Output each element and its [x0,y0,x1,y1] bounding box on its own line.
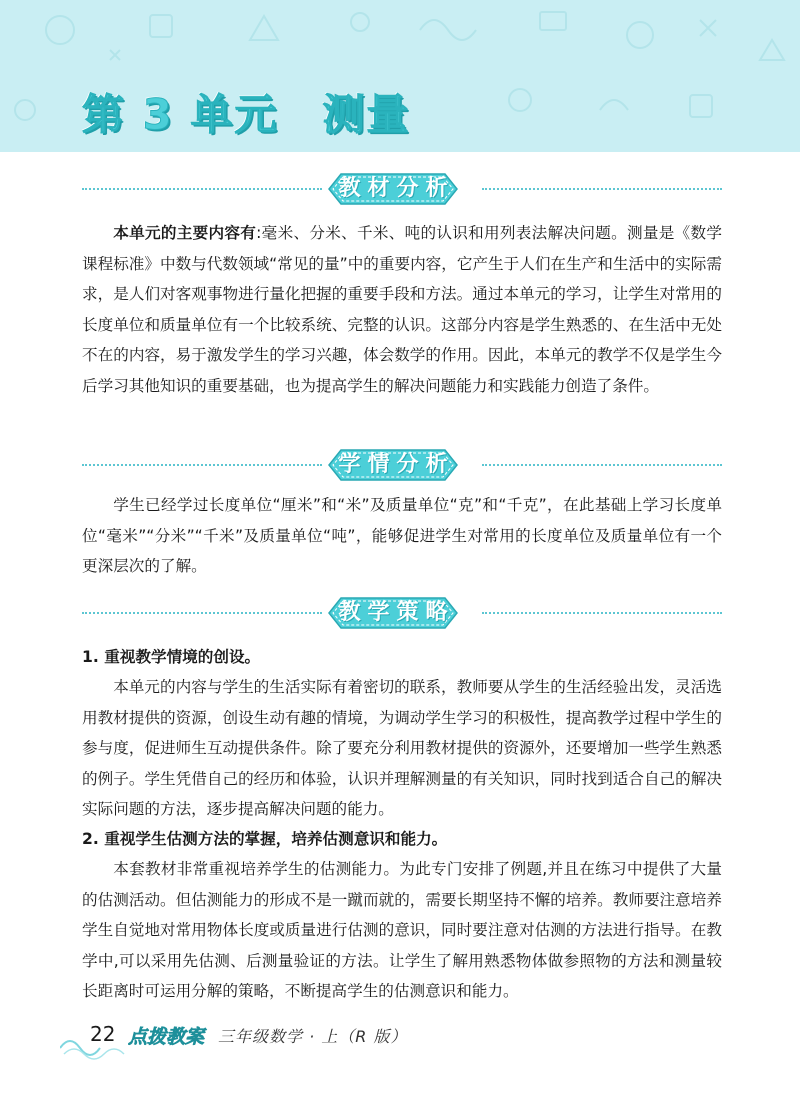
strategy-item1-title: 1. 重视教学情境的创设。 [82,648,261,666]
strategy-item1-body: 本单元的内容与学生的生活实际有着密切的联系，教师要从学生的生活经验出发，灵活选用教材提供的资源，创设生动有趣的情境，为调动学生学习的积极性，提高教学过程中学生的参与度，促进师生互动提供条件。除了要充分利用教材提供的资源外，还要增加一些学生熟悉的例子。学生凭借自己的经历和体验，认识并理解测量的有关知识，同时找到适合自己的解决实际问题的方法，逐步提高解决问题的能力。 [82,678,722,818]
dotted-divider [482,612,722,614]
section-heading-students [82,448,722,482]
dotted-divider [82,464,322,466]
heading-badge [327,596,459,630]
heading-text: 学情分析 [338,452,455,477]
unit-title: 第 3 单元 测量 [82,90,411,139]
students-paragraph: 学生已经学过长度单位“厘米”和“米”及质量单位“克”和“千克”，在此基础上学习长度单位“毫米”“分米”“千米”及质量单位“吨”，能够促进学生对常用的长度单位及质量单位有一个更深层次的了解。 [82,496,722,575]
heading-text: 教学策略 [338,600,455,625]
dotted-divider [82,188,322,190]
heading-badge [327,172,459,206]
dotted-divider [82,612,322,614]
heading-badge [327,448,459,482]
dotted-divider [482,464,722,466]
section-heading-strategy [82,596,722,630]
book-title: 三年级数学 · 上（R 版） [218,1027,408,1046]
analysis-body: :毫米、分米、千米、吨的认识和用列表法解决问题。测量是《数学课程标准》中数与代数领域“常见的量”中的重要内容，它产生于人们在生产和生活中的实际需求，是人们对客观事物进行量化把握的重要手段和方法。通过本单元的学习，让学生对常用的长度单位和质量单位有一个比较系统、完整的认识。这部分内容是学生熟悉的、在生活中无处不在的内容，易于激发学生的学习兴趣，体会数学的作用。因此，本单元的教学不仅是学生今后学习其他知识的重要基础，也为提高学生的解决问题能力和实践能力创造了条件。 [82,224,722,395]
analysis-lead: 本单元的主要内容有 [113,224,257,242]
analysis-paragraph [82,218,722,401]
page-number: 22 [90,1022,116,1046]
heading-text: 教材分析 [338,176,455,201]
page-footer [60,1020,460,1060]
brand-logo: 点拨教案 [128,1026,205,1048]
dotted-divider [482,188,722,190]
strategy-item2-body: 本套教材非常重视培养学生的估测能力。为此专门安排了例题,并且在练习中提供了大量的估测活动。但估测能力的形成不是一蹴而就的，需要长期坚持不懈的培养。教师要注意培养学生自觉地对常用物体长度或质量进行估测的意识，同时要注意对估测的方法进行指导。在教学中,可以采用先估测、后测量验证的方法。让学生了解用熟悉物体做参照物的方法和测量较长距离时可运用分解的策略，不断提高学生的估测意识和能力。 [82,860,722,1000]
strategy-item2-title: 2. 重视学生估测方法的掌握，培养估测意识和能力。 [82,830,448,848]
unit-header [0,0,800,152]
section-heading-analysis [82,172,722,206]
